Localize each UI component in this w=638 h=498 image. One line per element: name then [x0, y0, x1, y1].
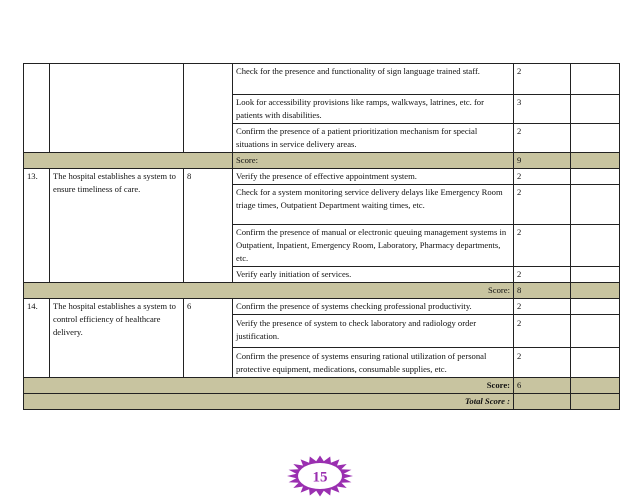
criterion-text: Look for accessibility provisions like ramps, walkways, latrines, etc. for patients with disabilities.	[233, 95, 514, 124]
remarks-cell	[571, 64, 620, 95]
criterion-text: Verify early initiation of services.	[233, 267, 514, 283]
subtotal-value: 8	[514, 283, 571, 299]
subtotal-remarks	[571, 378, 620, 394]
item-weight: 8	[184, 169, 233, 283]
criterion-score: 2	[514, 185, 571, 225]
item-weight: 6	[184, 299, 233, 378]
subtotal-value: 6	[514, 378, 571, 394]
total-row	[24, 394, 620, 410]
criterion-score: 2	[514, 299, 571, 315]
subtotal-value: 9	[514, 153, 571, 169]
standard-text: The hospital establishes a system to ensure timeliness of care.	[50, 169, 184, 283]
remarks-cell	[571, 348, 620, 378]
subtotal-remarks	[571, 153, 620, 169]
table-row	[24, 64, 620, 95]
page-number-badge	[285, 454, 355, 498]
criterion-text: Check for the presence and functionality of sign language trained staff.	[233, 64, 514, 95]
item-number: 13.	[24, 169, 50, 283]
subtotal-row	[24, 153, 620, 169]
standard-text: The hospital establishes a system to control efficiency of healthcare delivery.	[50, 299, 184, 378]
assessment-table	[23, 63, 620, 410]
criterion-score: 2	[514, 124, 571, 153]
criterion-text: Confirm the presence of a patient prioritization mechanism for special situations in service delivery areas.	[233, 124, 514, 153]
criterion-score: 2	[514, 169, 571, 185]
standard-cell	[50, 64, 184, 153]
remarks-cell	[571, 299, 620, 315]
total-score-value	[514, 394, 571, 410]
remarks-cell	[571, 124, 620, 153]
subtotal-label: Score:	[24, 283, 514, 299]
subtotal-row	[24, 378, 620, 394]
table-row	[24, 299, 620, 315]
remarks-cell	[571, 95, 620, 124]
item-number: 14.	[24, 299, 50, 378]
criterion-text: Confirm the presence of manual or electronic queuing management systems in Outpatient, Inpatient, Emergency Room, Laboratory, Pharmacy departments, etc.	[233, 225, 514, 267]
criterion-text: Confirm the presence of systems ensuring rational utilization of personal protective equipment, medications, consumable supplies, etc.	[233, 348, 514, 378]
subtotal-blank	[24, 153, 233, 169]
criterion-text: Confirm the presence of systems checking professional productivity.	[233, 299, 514, 315]
criterion-text: Verify the presence of system to check laboratory and radiology order justification.	[233, 315, 514, 348]
remarks-cell	[571, 315, 620, 348]
criterion-score: 2	[514, 315, 571, 348]
criterion-score: 2	[514, 348, 571, 378]
subtotal-row	[24, 283, 620, 299]
criterion-text: Verify the presence of effective appointment system.	[233, 169, 514, 185]
subtotal-label: Score:	[233, 153, 514, 169]
subtotal-remarks	[571, 283, 620, 299]
total-remarks	[571, 394, 620, 410]
criterion-score: 3	[514, 95, 571, 124]
remarks-cell	[571, 267, 620, 283]
criterion-score: 2	[514, 267, 571, 283]
criterion-text: Check for a system monitoring service delivery delays like Emergency Room triage times, Outpatient Department waiting times, etc.	[233, 185, 514, 225]
page-number: 15	[312, 469, 328, 486]
weight-cell	[184, 64, 233, 153]
remarks-cell	[571, 185, 620, 225]
criterion-score: 2	[514, 64, 571, 95]
total-score-label: Total Score :	[24, 394, 514, 410]
criterion-score: 2	[514, 225, 571, 267]
remarks-cell	[571, 169, 620, 185]
number-cell	[24, 64, 50, 153]
remarks-cell	[571, 225, 620, 267]
table-row	[24, 169, 620, 185]
subtotal-label: Score:	[24, 378, 514, 394]
